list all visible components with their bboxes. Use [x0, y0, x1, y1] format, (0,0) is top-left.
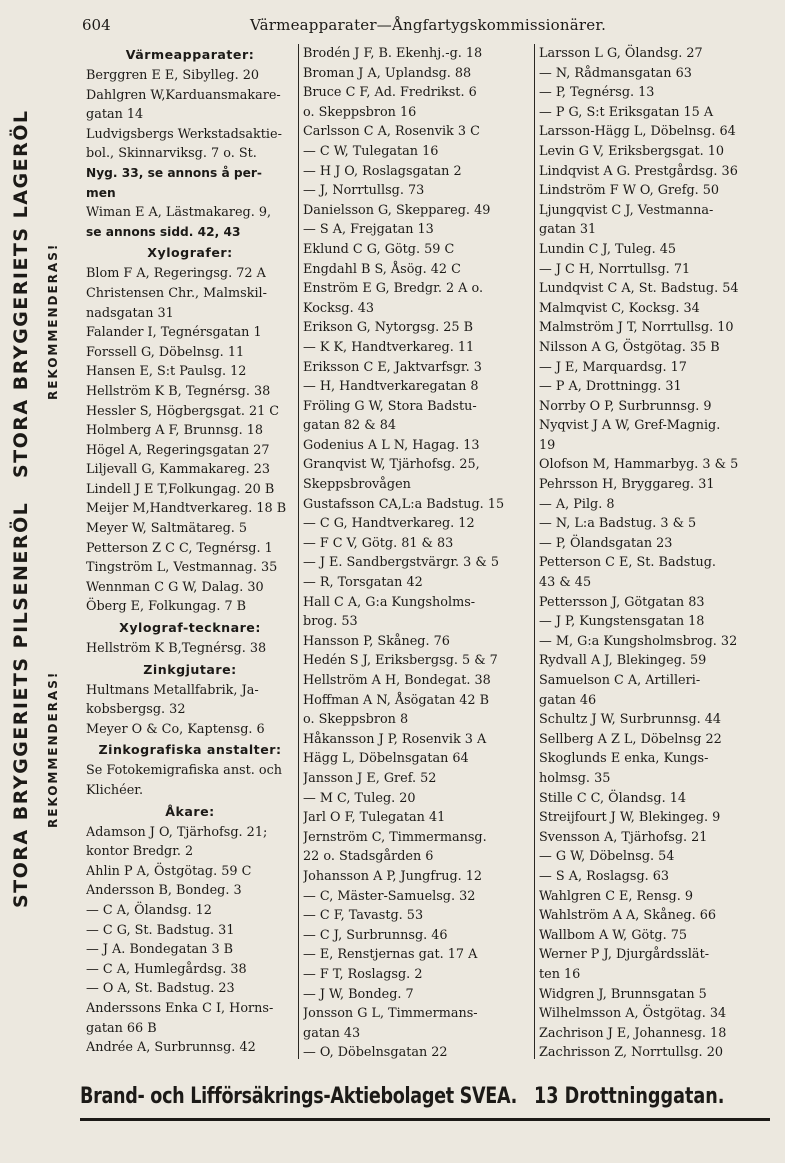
directory-entry: Meyer W, Saltmätareg. 5	[86, 521, 248, 537]
running-title: Värmeapparater—Ångfartygskommissionärer.	[250, 16, 607, 34]
directory-entry: Lindqvist A G. Prestgårdsg. 36	[539, 163, 738, 179]
directory-entry: Brodén J F, B. Ekenhj.-g. 18	[303, 46, 483, 61]
directory-entry: holmsg. 35	[539, 770, 611, 786]
directory-entry: — O, Döbelnsgatan 22	[303, 1045, 448, 1059]
directory-entry: — C A, Humlegårdsg. 38	[86, 961, 247, 977]
directory-entry: kobsbergsg. 32	[86, 702, 186, 718]
directory-entry: Erikson G, Nytorgsg. 25 B	[303, 320, 474, 336]
section-heading: Xylografer:	[147, 245, 233, 261]
directory-entry: Hansson P, Skåneg. 76	[303, 633, 450, 649]
directory-entry: — M C, Tuleg. 20	[303, 790, 416, 806]
directory-entry: gatan 46	[539, 692, 597, 708]
directory-entry: Lindström F W O, Grefg. 50	[539, 183, 720, 199]
directory-entry: Sellberg A Z L, Döbelnsg 22	[539, 731, 722, 747]
directory-entry: Zachrison J E, Johannesg. 18	[539, 1025, 727, 1041]
directory-entry: — C A, Ölandsg. 12	[86, 902, 212, 918]
directory-entry: Nilsson A G, Östgötag. 35 B	[539, 339, 720, 355]
directory-entry: Andrée A, Surbrunnsg. 42	[86, 1040, 256, 1056]
directory-entry: — S A, Frejgatan 13	[303, 222, 434, 238]
directory-entry: Meijer M,Handtverkareg. 18 B	[86, 501, 287, 517]
section-heading: Värmeapparater:	[125, 47, 255, 62]
directory-entry: — E, Renstjernas gat. 17 A	[303, 947, 478, 963]
directory-entry: — J E, Marquardsg. 17	[539, 359, 687, 375]
section-heading: Xylograf-tecknare:	[119, 620, 261, 636]
directory-entry: Nyqvist J A W, Gref-Magnig.	[539, 418, 721, 434]
directory-entry: Johansson A P, Jungfrug. 12	[303, 868, 483, 884]
directory-entry: se annons sidd. 42, 43	[86, 224, 241, 239]
directory-entry: — P A, Drottningg. 31	[539, 379, 682, 395]
directory-entry: Se Fotokemigrafiska anst. och	[86, 763, 283, 779]
side-ad-pilsenerol: STORA BRYGGERIETS PILSENERÖL	[10, 501, 32, 908]
directory-entry: Granqvist W, Tjärhofsg. 25,	[303, 457, 480, 473]
directory-entry: ten 16	[539, 966, 581, 982]
directory-entry: — H, Handtverkaregatan 8	[303, 379, 479, 395]
directory-entry: Skeppsbrovågen	[303, 477, 411, 493]
directory-entry: o. Skeppsbron 16	[303, 104, 417, 120]
directory-entry: Hessler S, Högbergsgat. 21 C	[86, 403, 280, 419]
banner-company: Brand- och Lifförsäkrings-Aktiebolaget SVEA.	[80, 1083, 517, 1109]
directory-entry: 19	[539, 437, 556, 453]
side-ad-recommend-lower: REKOMMENDERAS!	[46, 670, 60, 828]
directory-entry: Ljungqvist C J, Vestmanna-	[539, 202, 714, 218]
directory-entry: Wennman C G W, Dalag. 30	[86, 579, 264, 595]
directory-entry: Liljevall G, Kammakareg. 23	[86, 462, 271, 478]
directory-entry: Dahlgren W,Karduansmakare-	[86, 87, 281, 103]
directory-entry: Wallbom A W, Götg. 75	[539, 927, 687, 943]
directory-entry: Godenius A L N, Hagag. 13	[303, 437, 480, 453]
directory-entry: Forssell G, Döbelnsg. 11	[86, 344, 245, 360]
directory-entry: Kocksg. 43	[303, 300, 375, 316]
directory-entry: — P G, S:t Eriksgatan 15 A	[539, 104, 714, 120]
directory-entry: o. Skeppsbron 8	[303, 712, 409, 728]
directory-entry: gatan 82 & 84	[303, 418, 396, 434]
directory-entry: Anderssons Enka C I, Horns-	[86, 1000, 274, 1016]
directory-entry: Lindell J E T,Folkungag. 20 B	[86, 481, 275, 497]
directory-entry: Carlsson C A, Rosenvik 3 C	[303, 124, 480, 140]
directory-entry: Engdahl B S, Åsög. 42 C	[303, 261, 461, 277]
directory-entry: Jarl O F, Tulegatan 41	[303, 810, 446, 826]
directory-entry: gatan 43	[303, 1025, 361, 1041]
side-ad-recommend-upper: REKOMMENDERAS!	[46, 242, 60, 400]
directory-entry: Hultmans Metallfabrik, Ja-	[86, 682, 259, 698]
directory-entry: — O A, St. Badstug. 23	[86, 981, 235, 997]
directory-entry: gatan 31	[539, 222, 597, 238]
directory-entry: Pehrsson H, Bryggareg. 31	[539, 477, 715, 493]
directory-entry: — N, L:a Badstug. 3 & 5	[539, 516, 697, 532]
section-heading: Zinkografiska anstalter:	[98, 742, 282, 758]
directory-entry: — J C H, Norrtullsg. 71	[539, 261, 691, 277]
directory-entry: — M, G:a Kungsholmsbrog. 32	[539, 633, 738, 649]
directory-entry: Wahlgren C E, Rensg. 9	[539, 888, 694, 904]
directory-entry: Larsson L G, Ölandsg. 27	[539, 46, 703, 61]
directory-entry: Jonsson G L, Timmermans-	[303, 1006, 478, 1022]
directory-entry: Andersson B, Bondeg. 3	[86, 883, 242, 899]
directory-entry: Eklund C G, Götg. 59 C	[303, 241, 455, 257]
directory-entry: nadsgatan 31	[86, 305, 174, 321]
directory-entry: men	[86, 185, 116, 200]
directory-entry: Ahlin P A, Östgötag. 59 C	[86, 863, 252, 879]
section-heading: Åkare:	[165, 803, 215, 819]
directory-entry: Danielsson G, Skeppareg. 49	[303, 202, 491, 218]
directory-entry: Rydvall A J, Blekingeg. 59	[539, 653, 707, 669]
directory-entry: Meyer O & Co, Kaptensg. 6	[86, 721, 265, 737]
directory-entry: Holmberg A F, Brunnsg. 18	[86, 423, 263, 439]
directory-entry: — R, Torsgatan 42	[303, 575, 423, 591]
directory-entry: — C, Mäster-Samuelsg. 32	[303, 888, 476, 904]
directory-entry: — F C V, Götg. 81 & 83	[303, 535, 454, 551]
directory-entry: Eriksson C E, Jaktvarfsgr. 3	[303, 359, 482, 375]
directory-entry: — G W, Döbelnsg. 54	[539, 849, 675, 865]
directory-entry: — A, Pilg. 8	[539, 496, 615, 512]
directory-entry: 43 & 45	[539, 575, 592, 591]
directory-entry: Samuelson C A, Artilleri-	[539, 673, 701, 688]
directory-entry: Hoffman A N, Åsögatan 42 B	[303, 692, 490, 708]
directory-entry: Jernström C, Timmermansg.	[303, 829, 487, 845]
directory-entry: Adamson J O, Tjärhofsg. 21;	[86, 824, 268, 840]
directory-entry: Wiman E A, Lästmakareg. 9,	[86, 205, 272, 221]
directory-entry: — C W, Tulegatan 16	[303, 143, 439, 159]
directory-entry: Schultz J W, Surbrunnsg. 44	[539, 712, 722, 728]
directory-columns	[82, 44, 772, 1059]
directory-entry: Hellström K B, Tegnérsg. 38	[86, 383, 271, 399]
directory-entry: Widgren J, Brunnsgatan 5	[539, 986, 707, 1002]
directory-entry: Olofson M, Hammarbyg. 3 & 5	[539, 457, 739, 473]
directory-entry: — P, Ölandsgatan 23	[539, 535, 673, 551]
directory-entry: Svensson A, Tjärhofsg. 21	[539, 829, 708, 845]
directory-entry: Malmström J T, Norrtullsg. 10	[539, 320, 734, 336]
directory-entry: Falander I, Tegnérsgatan 1	[86, 325, 262, 341]
directory-entry: Zachrisson Z, Norrtullsg. 20	[539, 1045, 723, 1059]
directory-entry: Pettersson J, Götgatan 83	[539, 594, 705, 610]
directory-entry: Lundin C J, Tuleg. 45	[539, 241, 677, 257]
directory-entry: Jansson J E, Gref. 52	[303, 770, 437, 786]
directory-entry: Nyg. 33, se annons å per-	[86, 165, 262, 180]
directory-entry: Hellström A H, Bondegat. 38	[303, 673, 491, 688]
directory-entry: Klichéer.	[86, 783, 144, 798]
directory-entry: Petterson Z C C, Tegnérsg. 1	[86, 540, 273, 556]
side-ad-lagerol: STORA BRYGGERIETS LAGERÖL	[10, 109, 32, 478]
directory-entry: — C G, St. Badstug. 31	[86, 922, 235, 938]
directory-entry: — C F, Tavastg. 53	[303, 908, 424, 924]
column-middle	[298, 44, 534, 1059]
directory-entry: Norrby O P, Surbrunnsg. 9	[539, 398, 712, 414]
directory-entry: Wilhelmsson A, Östgötag. 34	[539, 1006, 727, 1022]
directory-entry: Werner P J, Djurgårdsslät-	[539, 947, 710, 963]
page-number: 604	[82, 16, 111, 34]
footer-rule	[80, 1118, 770, 1121]
directory-entry: Hägg L, Döbelnsgatan 64	[303, 751, 469, 767]
directory-entry: — C G, Handtverkareg. 12	[303, 516, 475, 532]
directory-entry: Fröling G W, Stora Badstu-	[303, 398, 477, 414]
directory-entry: — J A. Bondegatan 3 B	[86, 942, 234, 958]
directory-entry: bol., Skinnarviksg. 7 o. St.	[86, 146, 257, 162]
directory-entry: — J W, Bondeg. 7	[303, 986, 414, 1002]
directory-entry: Streijfourt J W, Blekingeg. 9	[539, 810, 721, 826]
column-left	[82, 44, 298, 1059]
directory-entry: Larsson-Hägg L, Döbelnsg. 64	[539, 124, 736, 140]
directory-entry: Öberg E, Folkungag. 7 B	[86, 599, 247, 615]
directory-entry: Levin G V, Eriksbergsgat. 10	[539, 143, 725, 159]
directory-entry	[86, 1058, 294, 1059]
side-advertisement	[4, 78, 74, 908]
directory-entry: Berggren E E, Sibylleg. 20	[86, 68, 260, 83]
directory-entry: Lundqvist C A, St. Badstug. 54	[539, 281, 739, 297]
directory-entry: gatan 66 B	[86, 1020, 157, 1036]
directory-entry: kontor Bredgr. 2	[86, 844, 194, 860]
directory-entry: Hall C A, G:a Kungsholms-	[303, 594, 476, 610]
column-right	[534, 44, 772, 1059]
directory-entry: — H J O, Roslagsgatan 2	[303, 163, 462, 179]
banner-address: 13 Drottninggatan.	[534, 1083, 725, 1109]
footer-banner	[80, 1076, 770, 1116]
directory-entry: Stille C C, Ölandsg. 14	[539, 790, 686, 806]
directory-entry: — J E. Sandbergstvärgr. 3 & 5	[303, 555, 499, 571]
directory-entry: Christensen Chr., Malmskil-	[86, 285, 267, 301]
directory-entry: 22 o. Stadsgården 6	[303, 849, 434, 865]
directory-entry: Högel A, Regeringsgatan 27	[86, 442, 270, 458]
directory-entry: Skoglunds E enka, Kungs-	[539, 751, 709, 767]
directory-entry: Tingström L, Vestmannag. 35	[86, 560, 278, 576]
directory-entry: Hellström K B,Tegnérsg. 38	[86, 641, 267, 657]
directory-entry: — N, Rådmansgatan 63	[539, 65, 692, 81]
directory-entry: Håkansson J P, Rosenvik 3 A	[303, 731, 487, 747]
directory-entry: Hansen E, S:t Paulsg. 12	[86, 364, 247, 380]
directory-entry: — S A, Roslagsg. 63	[539, 868, 670, 884]
directory-entry: — J P, Kungstensgatan 18	[539, 614, 705, 630]
directory-entry: — P, Tegnérsg. 13	[539, 85, 655, 101]
directory-entry: Bruce C F, Ad. Fredrikst. 6	[303, 85, 477, 101]
directory-entry: Gustafsson CA,L:a Badstug. 15	[303, 496, 505, 512]
directory-entry: Hedén S J, Eriksbergsg. 5 & 7	[303, 653, 498, 669]
directory-entry: — J, Norrtullsg. 73	[303, 183, 425, 199]
page-header	[80, 16, 760, 38]
directory-entry: Blom F A, Regeringsg. 72 A	[86, 266, 266, 282]
section-heading: Zinkgjutare:	[143, 661, 237, 677]
directory-entry: — F T, Roslagsg. 2	[303, 966, 423, 982]
directory-entry: Malmqvist C, Kocksg. 34	[539, 300, 700, 316]
directory-entry: gatan 14	[86, 107, 144, 123]
directory-entry: — K K, Handtverkareg. 11	[303, 339, 475, 355]
directory-entry: brog. 53	[303, 614, 358, 630]
directory-entry: Wahlström A A, Skåneg. 66	[539, 908, 717, 924]
directory-entry: Petterson C E, St. Badstug.	[539, 555, 716, 571]
directory-entry: — C J, Surbrunnsg. 46	[303, 927, 448, 943]
directory-entry: Enström E G, Bredgr. 2 A o.	[303, 281, 484, 297]
directory-entry: Broman J A, Uplandsg. 88	[303, 65, 472, 81]
directory-entry: Ludvigsbergs Werkstadsaktie-	[86, 126, 282, 142]
